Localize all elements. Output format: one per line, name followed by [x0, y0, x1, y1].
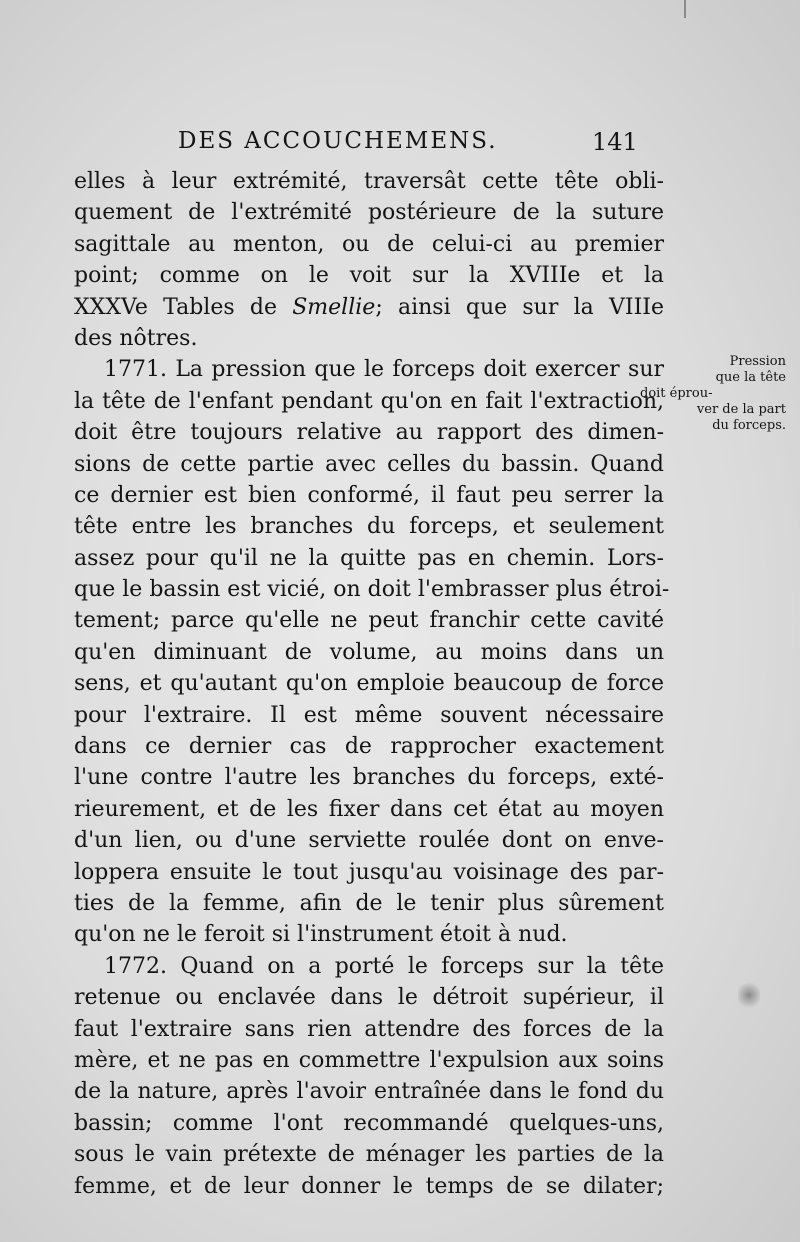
text-line: des nôtres. [74, 325, 198, 351]
margin-note-line: du forceps. [712, 418, 786, 433]
paragraph-start-1771: 1771. La pression que le forceps doit exercer sur [104, 357, 664, 383]
text-line: point; comme on le voit sur la XVIIIe et la [74, 263, 664, 289]
page-edge-mark [684, 0, 686, 18]
text-line: doit être toujours relative au rapport des dimen- [74, 420, 664, 446]
text-line: qu'on ne le feroit si l'instrument étoit à nud. [74, 922, 568, 948]
text-line: faut l'extraire sans rien attendre des forces de la [74, 1016, 664, 1042]
text-line-mixed [74, 292, 664, 323]
text-line: tête entre les branches du forceps, et seulement [74, 514, 664, 540]
paragraph-start-1772: 1772. Quand on a porté le forceps sur la tête [104, 953, 664, 979]
text-line: tement; parce qu'elle ne peut franchir cette cavité [74, 608, 664, 634]
text-line: sens, et qu'autant qu'on emploie beaucoup de force [74, 671, 664, 697]
running-title: DES ACCOUCHEMENS. [178, 128, 498, 154]
text-line: sous le vain prétexte de ménager les parties de la [74, 1142, 664, 1168]
ink-smudge [738, 980, 760, 1010]
margin-note-line: doit éprou- [640, 386, 713, 401]
text-line: d'un lien, ou d'une serviette roulée dont on enve- [74, 828, 664, 854]
text-line: assez pour qu'il ne la quitte pas en chemin. Lors- [74, 545, 664, 571]
text-line: mère, et ne pas en commettre l'expulsion aux soins [74, 1047, 664, 1073]
text-line: retenue ou enclavée dans le détroit supérieur, il [74, 985, 664, 1011]
page-number: 141 [592, 128, 638, 156]
text-line: de la nature, après l'avoir entraînée dans le fond du [74, 1079, 664, 1105]
text-line: femme, et de leur donner le temps de se dilater; [74, 1173, 664, 1199]
text-line: quement de l'extrémité postérieure de la suture [74, 200, 664, 226]
margin-note-line: ver de la part [696, 402, 786, 417]
text-line: bassin; comme l'ont recommandé quelques-uns, [74, 1110, 664, 1136]
text-line: l'une contre l'autre les branches du forceps, exté- [74, 765, 664, 791]
text-line: pour l'extraire. Il est même souvent nécessaire [74, 702, 664, 728]
text-line: loppera ensuite le tout jusqu'au voisinage des par- [74, 859, 664, 885]
body-text [74, 166, 670, 1202]
text-line: sions de cette partie avec celles du bassin. Quand [74, 451, 664, 477]
margin-note-line: que la tête [715, 370, 786, 385]
text-segment: ; ainsi que sur la VIIIe [375, 294, 664, 320]
text-line: sagittale au menton, ou de celui-ci au premier [74, 231, 664, 257]
text-line: que le bassin est vicié, on doit l'embrasser plus étroi- [74, 577, 670, 603]
page-header [0, 128, 800, 162]
margin-note-line: Pression [729, 354, 786, 369]
text-line: elles à leur extrémité, traversât cette tête obli- [74, 169, 664, 194]
text-segment: XXXVe Tables de [74, 294, 277, 320]
text-line: ce dernier est bien conformé, il faut peu serrer la [74, 482, 664, 508]
text-line: ties de la femme, afin de le tenir plus sûrement [74, 890, 664, 916]
text-line: la tête de l'enfant pendant qu'on en fait l'extraction, [74, 388, 664, 414]
text-line: dans ce dernier cas de rapprocher exactement [74, 734, 664, 760]
text-line: rieurement, et de les fixer dans cet état au moyen [74, 796, 664, 822]
italic-name: Smellie [292, 294, 376, 320]
text-line: qu'en diminuant de volume, au moins dans un [74, 639, 664, 665]
